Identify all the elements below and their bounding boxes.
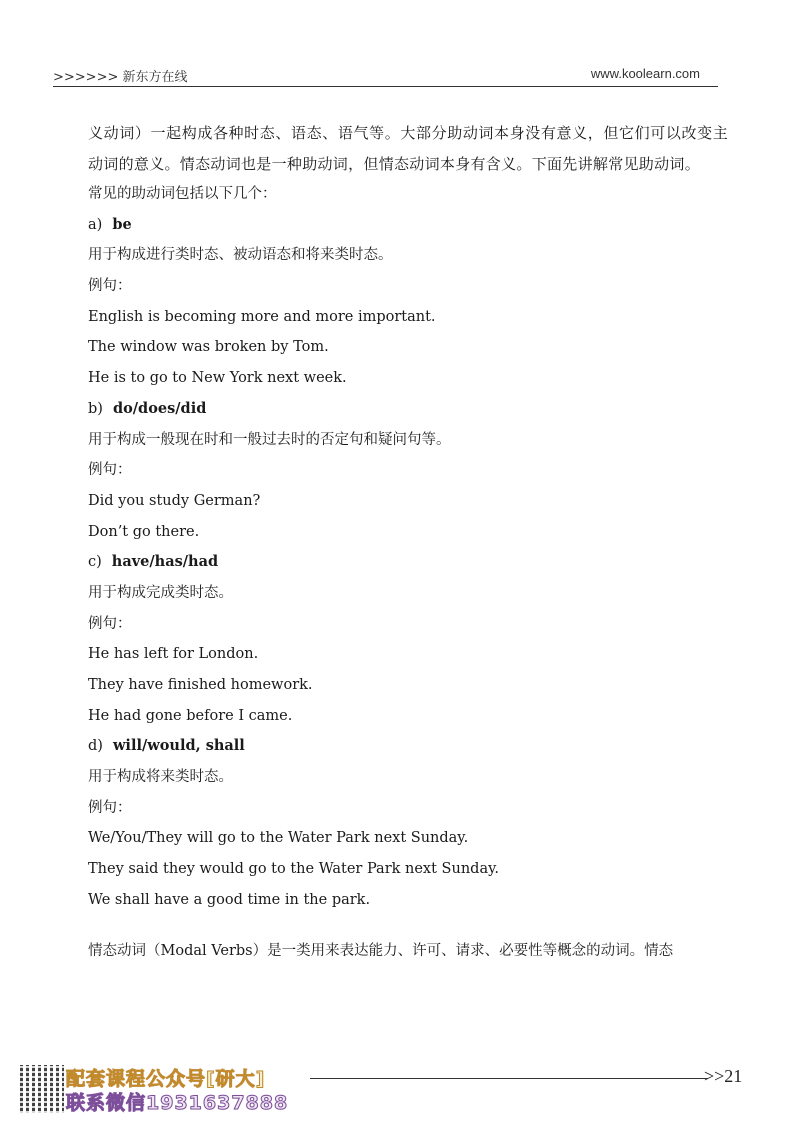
example-sentence: English is becoming more and more important. (88, 308, 436, 325)
section-c-description: 用于构成完成类时态。 (88, 584, 233, 601)
section-b-heading (88, 394, 728, 425)
section-term: do/does/did (112, 399, 207, 417)
section-b-description: 用于构成一般现在时和一般过去时的否定句和疑问句等。 (88, 431, 451, 448)
example-sentence: He has left for London. (88, 646, 259, 663)
qr-code-icon (20, 1065, 64, 1113)
section-term: will/would, shall (112, 737, 245, 755)
section-b-example-label: 例句： (88, 462, 132, 479)
promo-line-1: 配套课程公众号[研大] (66, 1068, 266, 1090)
section-a-description: 用于构成进行类时态、被动语态和将来类时态。 (88, 247, 393, 264)
document-body (88, 118, 728, 966)
section-c-example-label: 例句： (88, 615, 132, 632)
page-number: >>21 (704, 1066, 743, 1086)
section-a-heading (88, 210, 728, 241)
example-sentence: We/You/They will go to the Water Park next Sunday. (88, 830, 469, 847)
example-sentence: He is to go to New York next week. (88, 370, 347, 387)
promo-line-2: 联系微信1931637888 (66, 1092, 289, 1114)
section-a-example-label: 例句： (88, 278, 132, 295)
example-sentence: The window was broken by Tom. (88, 339, 329, 356)
paragraph-gap (88, 916, 728, 936)
example-sentence: They said they would go to the Water Park next Sunday. (88, 861, 499, 878)
section-marker: d) (88, 738, 103, 755)
section-term: have/has/had (111, 553, 219, 571)
example-sentence: Did you study German? (88, 492, 261, 509)
section-c-heading (88, 547, 728, 578)
header-website: www.koolearn.com (590, 66, 700, 81)
example-sentence: We shall have a good time in the park. (88, 891, 371, 908)
section-marker: b) (88, 400, 103, 417)
footer-rule (310, 1078, 708, 1079)
header-brand: >>>>>> 新东方在线 (53, 70, 188, 85)
example-sentence: He had gone before I came. (88, 707, 293, 724)
example-sentence: Don’t go there. (88, 523, 200, 540)
section-marker: c) (88, 554, 102, 571)
section-d-description: 用于构成将来类时态。 (88, 769, 233, 786)
section-d-heading (88, 731, 728, 762)
closing-paragraph: 情态动词（Modal Verbs）是一类用来表达能力、许可、请求、必要性等概念的动词。情态 (88, 942, 674, 959)
intro-list-lead: 常见的助动词包括以下几个： (88, 186, 277, 202)
example-sentence: They have finished homework. (88, 677, 313, 693)
section-marker: a) (88, 216, 103, 233)
section-term: be (112, 215, 132, 233)
page-header (53, 66, 718, 87)
section-d-example-label: 例句： (88, 799, 132, 816)
intro-paragraph: 义动词）一起构成各种时态、语态、语气等。大部分助动词本身没有意义，但它们可以改变主动词的意义。情态动词也是一种助动词，但情态动词本身有含义。下面先讲解常见助动词。 (88, 124, 728, 173)
